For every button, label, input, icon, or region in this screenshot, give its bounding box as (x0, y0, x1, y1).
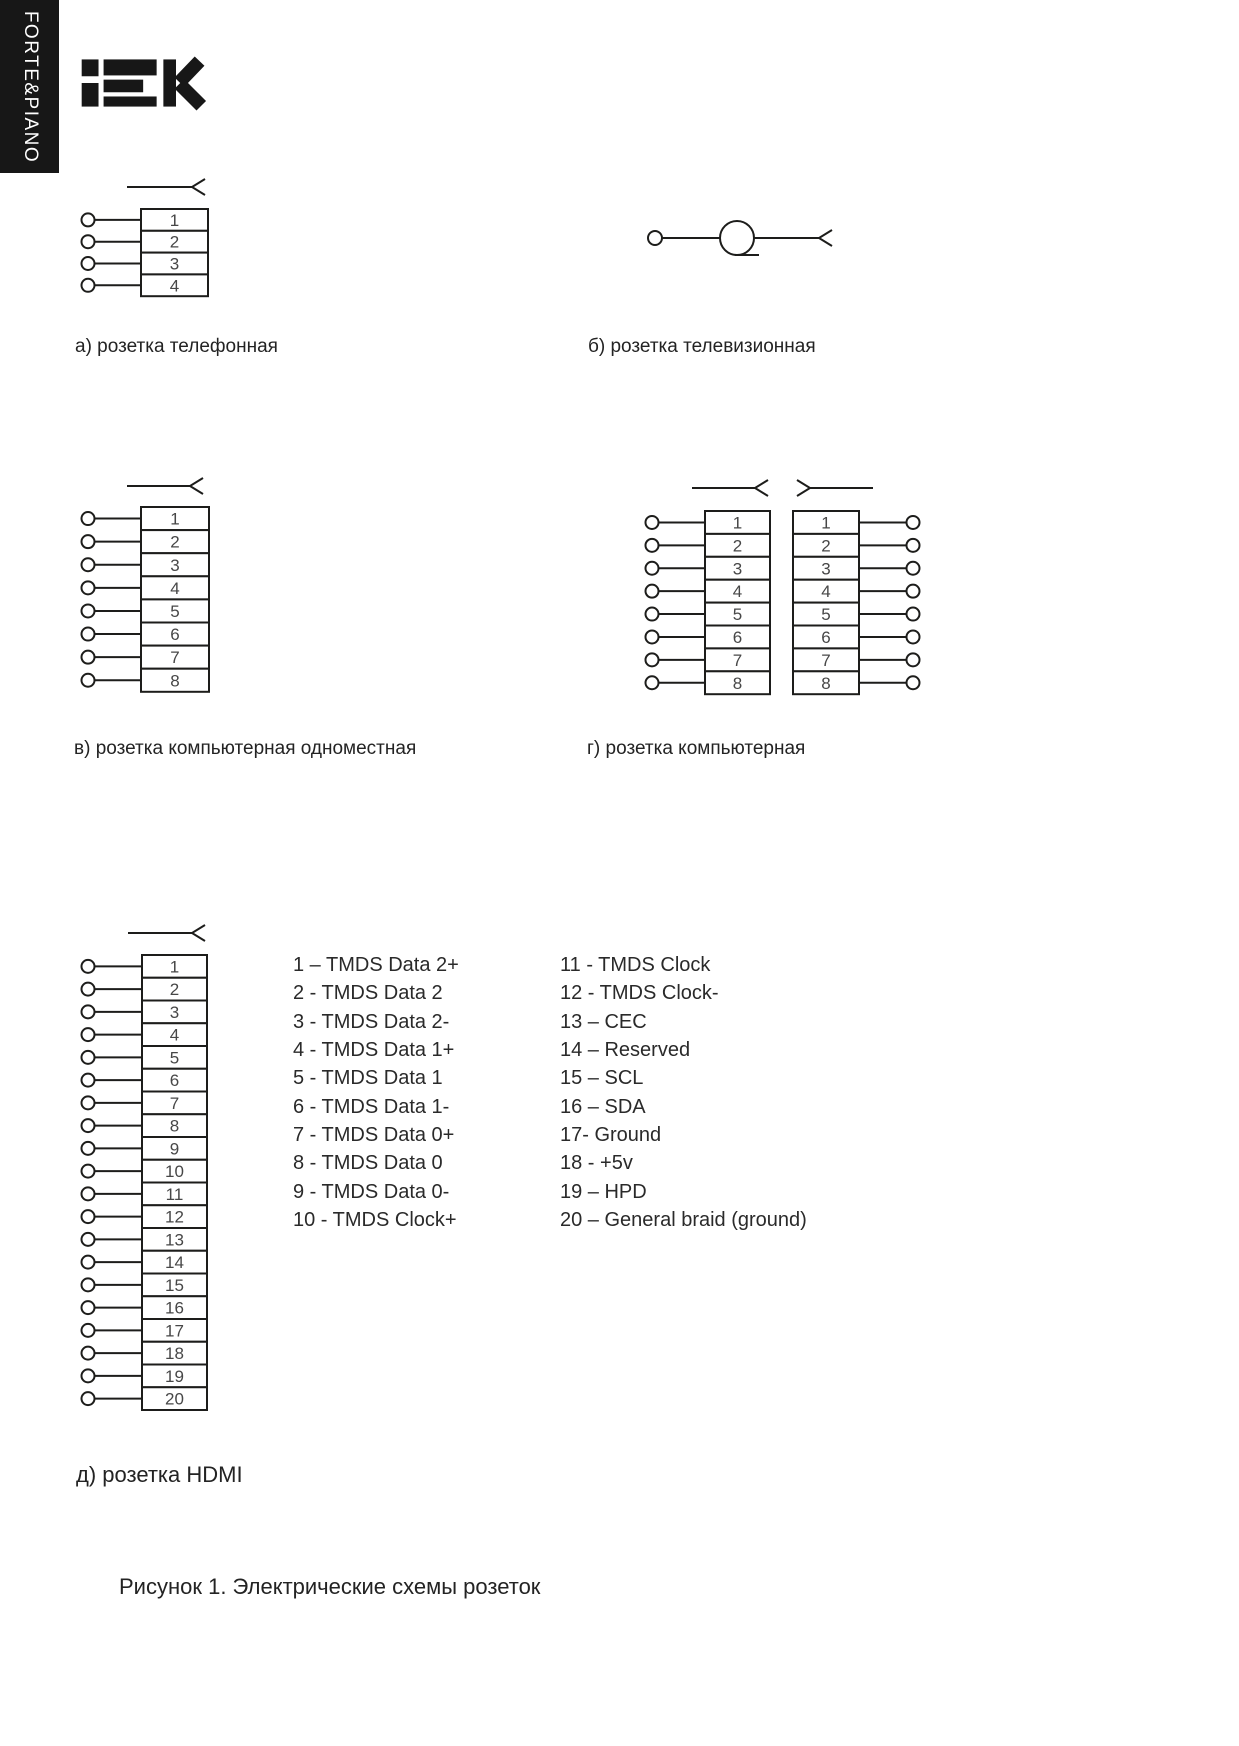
pin-number: 2 (821, 536, 831, 556)
pin-number: 3 (169, 254, 180, 274)
hdmi-legend-line: 2 - TMDS Data 2 (293, 982, 443, 1005)
hdmi-legend-line: 14 – Reserved (560, 1039, 691, 1062)
pin-terminal (646, 630, 659, 643)
hdmi-legend-line: 3 - TMDS Data 2- (293, 1010, 450, 1033)
hdmi-legend-line: 1 – TMDS Data 2+ (293, 954, 459, 976)
hdmi-legend-line: 11 - TMDS Clock (560, 954, 711, 976)
label-hdmi-socket: д) розетка HDMI (76, 1462, 243, 1487)
pin-number: 5 (169, 1048, 180, 1068)
pin-terminal (82, 1392, 95, 1405)
pin-terminal (82, 1187, 95, 1200)
pin-terminal (82, 1369, 95, 1382)
pin-terminal (82, 558, 95, 571)
hdmi-legend-line: 18 - +5v (560, 1152, 633, 1175)
pin-terminal (82, 581, 95, 594)
hdmi-legend-line: 13 – CEC (560, 1010, 647, 1033)
pin-terminal (646, 516, 659, 529)
pin-terminal (82, 235, 95, 248)
pin-terminal (648, 231, 662, 245)
pin-number: 1 (821, 513, 831, 533)
pin-number: 4 (170, 578, 180, 598)
pin-terminal (907, 653, 920, 666)
pin-number: 17 (165, 1321, 184, 1341)
figure-caption: Рисунок 1. Электрические схемы розеток (119, 1574, 541, 1599)
pin-terminal (82, 1278, 95, 1291)
pin-terminal (82, 1256, 95, 1269)
pin-terminal (646, 585, 659, 598)
hdmi-legend-line: 8 - TMDS Data 0 (293, 1152, 443, 1175)
hdmi-legend-line: 5 - TMDS Data 1 (293, 1067, 443, 1090)
label-computer-double-socket: г) розетка компьютерная (587, 738, 806, 759)
pin-number: 1 (732, 513, 743, 533)
pin-number: 2 (732, 536, 743, 556)
hdmi-legend-right (560, 951, 807, 1234)
pin-number: 7 (169, 1093, 180, 1113)
pin-terminal (82, 1210, 95, 1223)
hdmi-legend-line: 20 – General braid (ground) (560, 1209, 807, 1232)
hdmi-legend-line: 19 – HPD (560, 1180, 647, 1203)
pin-terminal (907, 516, 920, 529)
pin-number: 19 (165, 1366, 184, 1386)
pin-number: 8 (821, 673, 831, 693)
pin-number: 14 (165, 1253, 184, 1273)
pin-number: 2 (169, 232, 180, 252)
tv-socket-diagram (648, 221, 832, 255)
pin-number: 8 (732, 673, 743, 693)
pin-terminal (82, 1142, 95, 1155)
hdmi-legend-line: 7 - TMDS Data 0+ (293, 1124, 455, 1147)
label-tv-socket: б) розетка телевизионная (588, 336, 816, 357)
pin-number: 12 (165, 1207, 184, 1227)
pin-number: 7 (170, 648, 180, 668)
pin-terminal (82, 1028, 95, 1041)
pin-number: 18 (165, 1344, 184, 1364)
hdmi-legend-line: 9 - TMDS Data 0- (293, 1180, 450, 1203)
pin-terminal (82, 960, 95, 973)
pin-number: 4 (732, 582, 743, 602)
pin-number: 10 (165, 1162, 184, 1182)
hdmi-socket-diagram (82, 925, 208, 1410)
hdmi-legend-line: 15 – SCL (560, 1067, 644, 1090)
computer-double-socket-diagram (646, 480, 920, 694)
label-computer-single-socket: в) розетка компьютерная одноместная (74, 738, 417, 759)
pin-terminal (907, 539, 920, 552)
label-telephone-socket: а) розетка телефонная (75, 336, 278, 357)
hdmi-legend-line: 16 – SDA (560, 1095, 646, 1118)
pin-number: 7 (732, 650, 743, 670)
pin-terminal (82, 674, 95, 687)
pin-terminal (646, 676, 659, 689)
pin-number: 13 (165, 1230, 184, 1250)
pin-number: 2 (169, 980, 180, 1000)
pin-terminal (907, 585, 920, 598)
pin-number: 1 (169, 957, 180, 977)
pin-number: 7 (821, 650, 831, 670)
pin-number: 6 (169, 1071, 180, 1091)
pin-number: 4 (821, 582, 831, 602)
pin-number: 3 (169, 1002, 180, 1022)
pin-number: 5 (732, 605, 743, 625)
pin-terminal (82, 1074, 95, 1087)
computer-single-socket-diagram (82, 478, 210, 692)
pin-terminal (82, 1165, 95, 1178)
pin-number: 8 (170, 671, 180, 691)
pin-terminal (82, 628, 95, 641)
pin-number: 5 (821, 605, 831, 625)
pin-terminal (82, 1005, 95, 1018)
pin-number: 3 (170, 555, 180, 575)
hdmi-legend-line: 10 - TMDS Clock+ (293, 1209, 457, 1232)
pin-number: 11 (165, 1184, 184, 1204)
pin-terminal (82, 512, 95, 525)
pin-terminal (82, 1096, 95, 1109)
pin-terminal (82, 1324, 95, 1337)
pin-terminal (82, 535, 95, 548)
pin-terminal (82, 257, 95, 270)
pin-terminal (82, 279, 95, 292)
pin-number: 6 (732, 627, 743, 647)
pin-terminal (82, 651, 95, 664)
pin-terminal (82, 1347, 95, 1360)
pin-number: 4 (169, 276, 180, 296)
pin-terminal (907, 676, 920, 689)
pin-number: 1 (170, 509, 180, 529)
pin-terminal (82, 213, 95, 226)
pin-terminal (82, 1233, 95, 1246)
pin-number: 5 (170, 601, 180, 621)
pin-number: 3 (821, 559, 831, 579)
pin-terminal (646, 562, 659, 575)
pin-number: 4 (169, 1025, 180, 1045)
pin-terminal (907, 630, 920, 643)
pin-terminal (646, 653, 659, 666)
hdmi-legend-line: 17- Ground (560, 1124, 662, 1147)
pin-terminal (646, 608, 659, 621)
pin-terminal (646, 539, 659, 552)
pin-number: 20 (165, 1389, 184, 1409)
pin-number: 6 (821, 627, 831, 647)
pin-terminal (907, 608, 920, 621)
telephone-socket-diagram (82, 179, 209, 296)
pin-terminal (82, 1301, 95, 1314)
pin-terminal (82, 604, 95, 617)
pin-number: 2 (170, 532, 180, 552)
pin-number: 16 (165, 1298, 184, 1318)
pin-number: 15 (165, 1275, 184, 1295)
pin-number: 3 (732, 559, 743, 579)
pin-number: 6 (170, 625, 180, 645)
pin-terminal (82, 1051, 95, 1064)
hdmi-legend-left (293, 951, 459, 1234)
pin-terminal (82, 1119, 95, 1132)
hdmi-legend-line: 6 - TMDS Data 1- (293, 1095, 450, 1118)
hdmi-legend-line: 12 - TMDS Clock- (560, 982, 719, 1005)
pin-number: 1 (169, 210, 180, 230)
pin-terminal (907, 562, 920, 575)
banner-text: FORTE&PIANO (19, 10, 41, 163)
pin-number: 9 (169, 1139, 180, 1159)
hdmi-legend-line: 4 - TMDS Data 1+ (293, 1039, 455, 1062)
pin-terminal (82, 983, 95, 996)
pin-number: 8 (169, 1116, 180, 1136)
